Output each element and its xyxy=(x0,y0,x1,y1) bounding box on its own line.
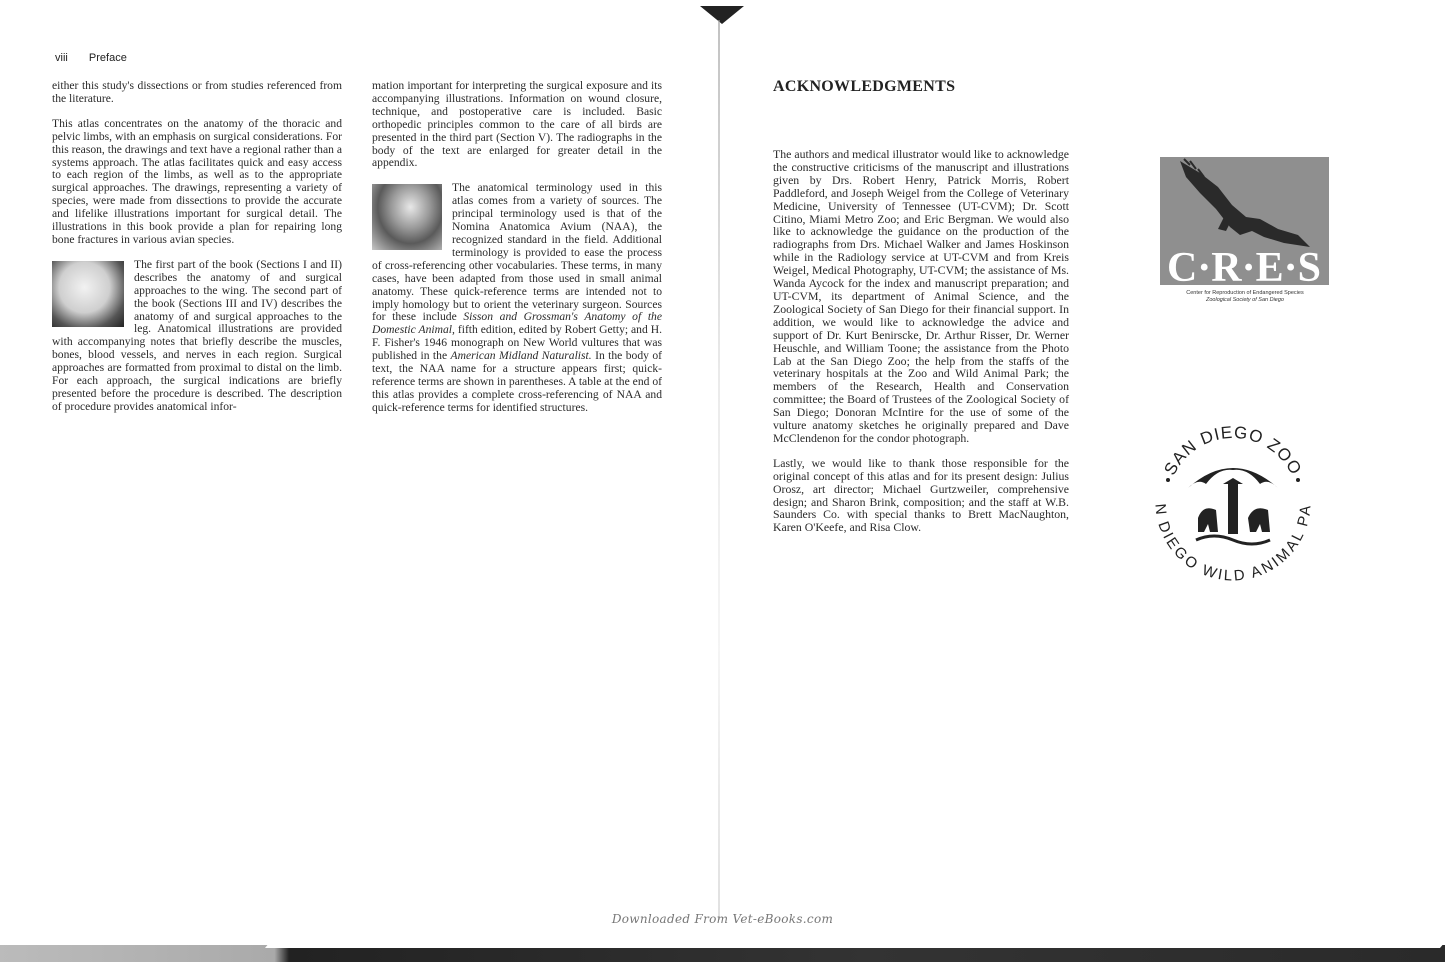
paragraph: mation important for interpreting the surgical exposure and its accompanying illustrations. Information on wound closure, technique, and postoperative care is included. Basic orthopedic principles common to the care of all birds are presented in the third part (Section V). The radiographs in the body of the text are enlarged for greater detail in the appendix. xyxy=(372,79,662,170)
paragraph: The authors and medical illustrator would like to acknowledge the constructive criticisms of the manuscript and illustrations given by Drs. Robert Henry, Patrick Morris, Robert Paddleford, and Joseph Weigel from the College of Veterinary Medicine, University of Tennessee (UT-CVM); Dr. Scott Citino, Miami Metro Zoo; and Eric Bergman. We would also like to acknowledge the guidance on the production of the radiographs from Drs. Michael Walker and James Hoskinson while in the Radiology service at UT-CVM and from Kreis Weigel, Medical Photography, UT-CVM; the assistance of Ms. Wanda Aycock for the index and manuscript preparation; and UT-CVM, its department of Animal Science, and the Zoological Society of San Diego for their financial support. In addition, we would like to acknowledge the advice and support of Dr. Kurt Benirscke, Dr. Arthur Risser, Dr. Werner Heuschle, and William Toone; the assistance from the Photo Lab at the San Diego Zoo; the help from the staffs of the veterinary hospitals at the Zoo and Wild Animal Park; the members of the Research, Health and Conservation committee; the Board of Trustees of the Zoological Society of San Diego; Donoran McIntire for the use of some of the vulture anatomy sketches he originally prepared and Dave McClendenon for the condor photograph. xyxy=(773,147,1069,445)
right-column xyxy=(773,148,1069,546)
left-column-1 xyxy=(52,80,342,414)
paragraph-with-photo xyxy=(52,259,342,414)
gutter-notch xyxy=(700,6,744,24)
paragraph: This atlas concentrates on the anatomy of the thoracic and pelvic limbs, with an emphasis on surgical considerations. For this reason, the drawings and text have a regional rather than a systems approach. The atlas facilitates quick and easy access to each region of the limbs, as well as to the appropriate surgical approaches. The drawings, representing a variety of species, were made from dissections to provide the accurate and lifelike illustrations important for surgical detail. The illustrations in this book provide a plan for repairing long bone fractures in various avian species. xyxy=(52,116,342,246)
zoo-seal-icon xyxy=(1148,418,1318,588)
running-head-title: Preface xyxy=(88,52,127,64)
paragraph-text: In the body of text, the NAA name for a structure appears first; quick-reference terms are shown in parentheses. A table at the end of this atlas provides a complete cross-referencing of NAA and quick-reference terms for identified structures. xyxy=(372,349,663,414)
san-diego-zoo-logo xyxy=(1148,418,1318,593)
cres-logo xyxy=(1160,157,1329,285)
cres-caption-line: Zoological Society of San Diego xyxy=(1206,297,1284,303)
condor-icon xyxy=(1160,157,1329,285)
left-column-2 xyxy=(372,80,662,415)
cres-caption xyxy=(1150,290,1340,304)
cockatoo-photo xyxy=(52,261,124,327)
zoo-bottom-text: N DIEGO WILD ANIMAL PA xyxy=(1151,502,1315,585)
paragraph-text: fifth edition, edited by Robert Getty; and H. F. Fisher's 1946 monograph on New World vultures that was published in the xyxy=(372,323,662,363)
page-number: viii xyxy=(55,52,68,64)
paragraph: either this study's dissections or from studies referenced from the literature. xyxy=(52,79,342,105)
cres-logo-text: C·R·E·S xyxy=(1166,245,1322,285)
scan-edge-highlight xyxy=(265,936,1445,948)
pheasant-photo xyxy=(372,184,442,250)
paragraph-with-photo xyxy=(372,182,662,414)
paragraph-text: The anatomical terminology used in this atlas comes from a variety of sources. The principal terminology used is that of the Nomina Anatomica Avium (NAA), the recognized standard in the field. Additional terminology is provided to ease the process of cross-referencing other vocabularies. These terms, in many cases, have been adapted from those used in small animal anatomy. These quick-reference terms are intended not to imply homology but to orient the veterinary surgeon. Sources for these include xyxy=(372,181,662,324)
zoo-top-text: SAN DIEGO ZOO xyxy=(1160,422,1306,479)
cres-caption-line: Center for Reproduction of Endangered Species xyxy=(1186,290,1304,296)
citation-title: Sisson and Grossman's Anatomy of the Domestic Animal, xyxy=(372,310,662,337)
paragraph-text: The first part of the book (Sections I and II) describes the anatomy of and surgical approaches to the wing. The second part of the book (Sections III and IV) describes the anatomy of and surgical approaches to the leg. Anatomical illustrations are provided with accompanying notes that briefly describe the muscles, bones, blood vessels, and nerves in each region. Surgical approaches are formatted from proximal to distal on the limb. For each approach, the surgical indications are briefly presented before the procedure is described. The description of procedure provides anatomical infor- xyxy=(52,257,342,413)
journal-title: American Midland Naturalist. xyxy=(450,349,592,363)
running-head xyxy=(55,52,145,64)
paragraph: Lastly, we would like to thank those responsible for the original concept of this atlas and for its present design: Julius Orosz, art director; Michael Gurtzweiler, comprehensive design; and Sharon Brink, composition; and the staff at W.B. Saunders Co. with special thanks to Brett MacNaughton, Karen O'Keefe, and Risa Clow. xyxy=(773,455,1069,535)
download-watermark: Downloaded From Vet-eBooks.com xyxy=(611,912,834,926)
page-gutter xyxy=(718,20,720,920)
page-title: ACKNOWLEDGMENTS xyxy=(773,78,956,95)
